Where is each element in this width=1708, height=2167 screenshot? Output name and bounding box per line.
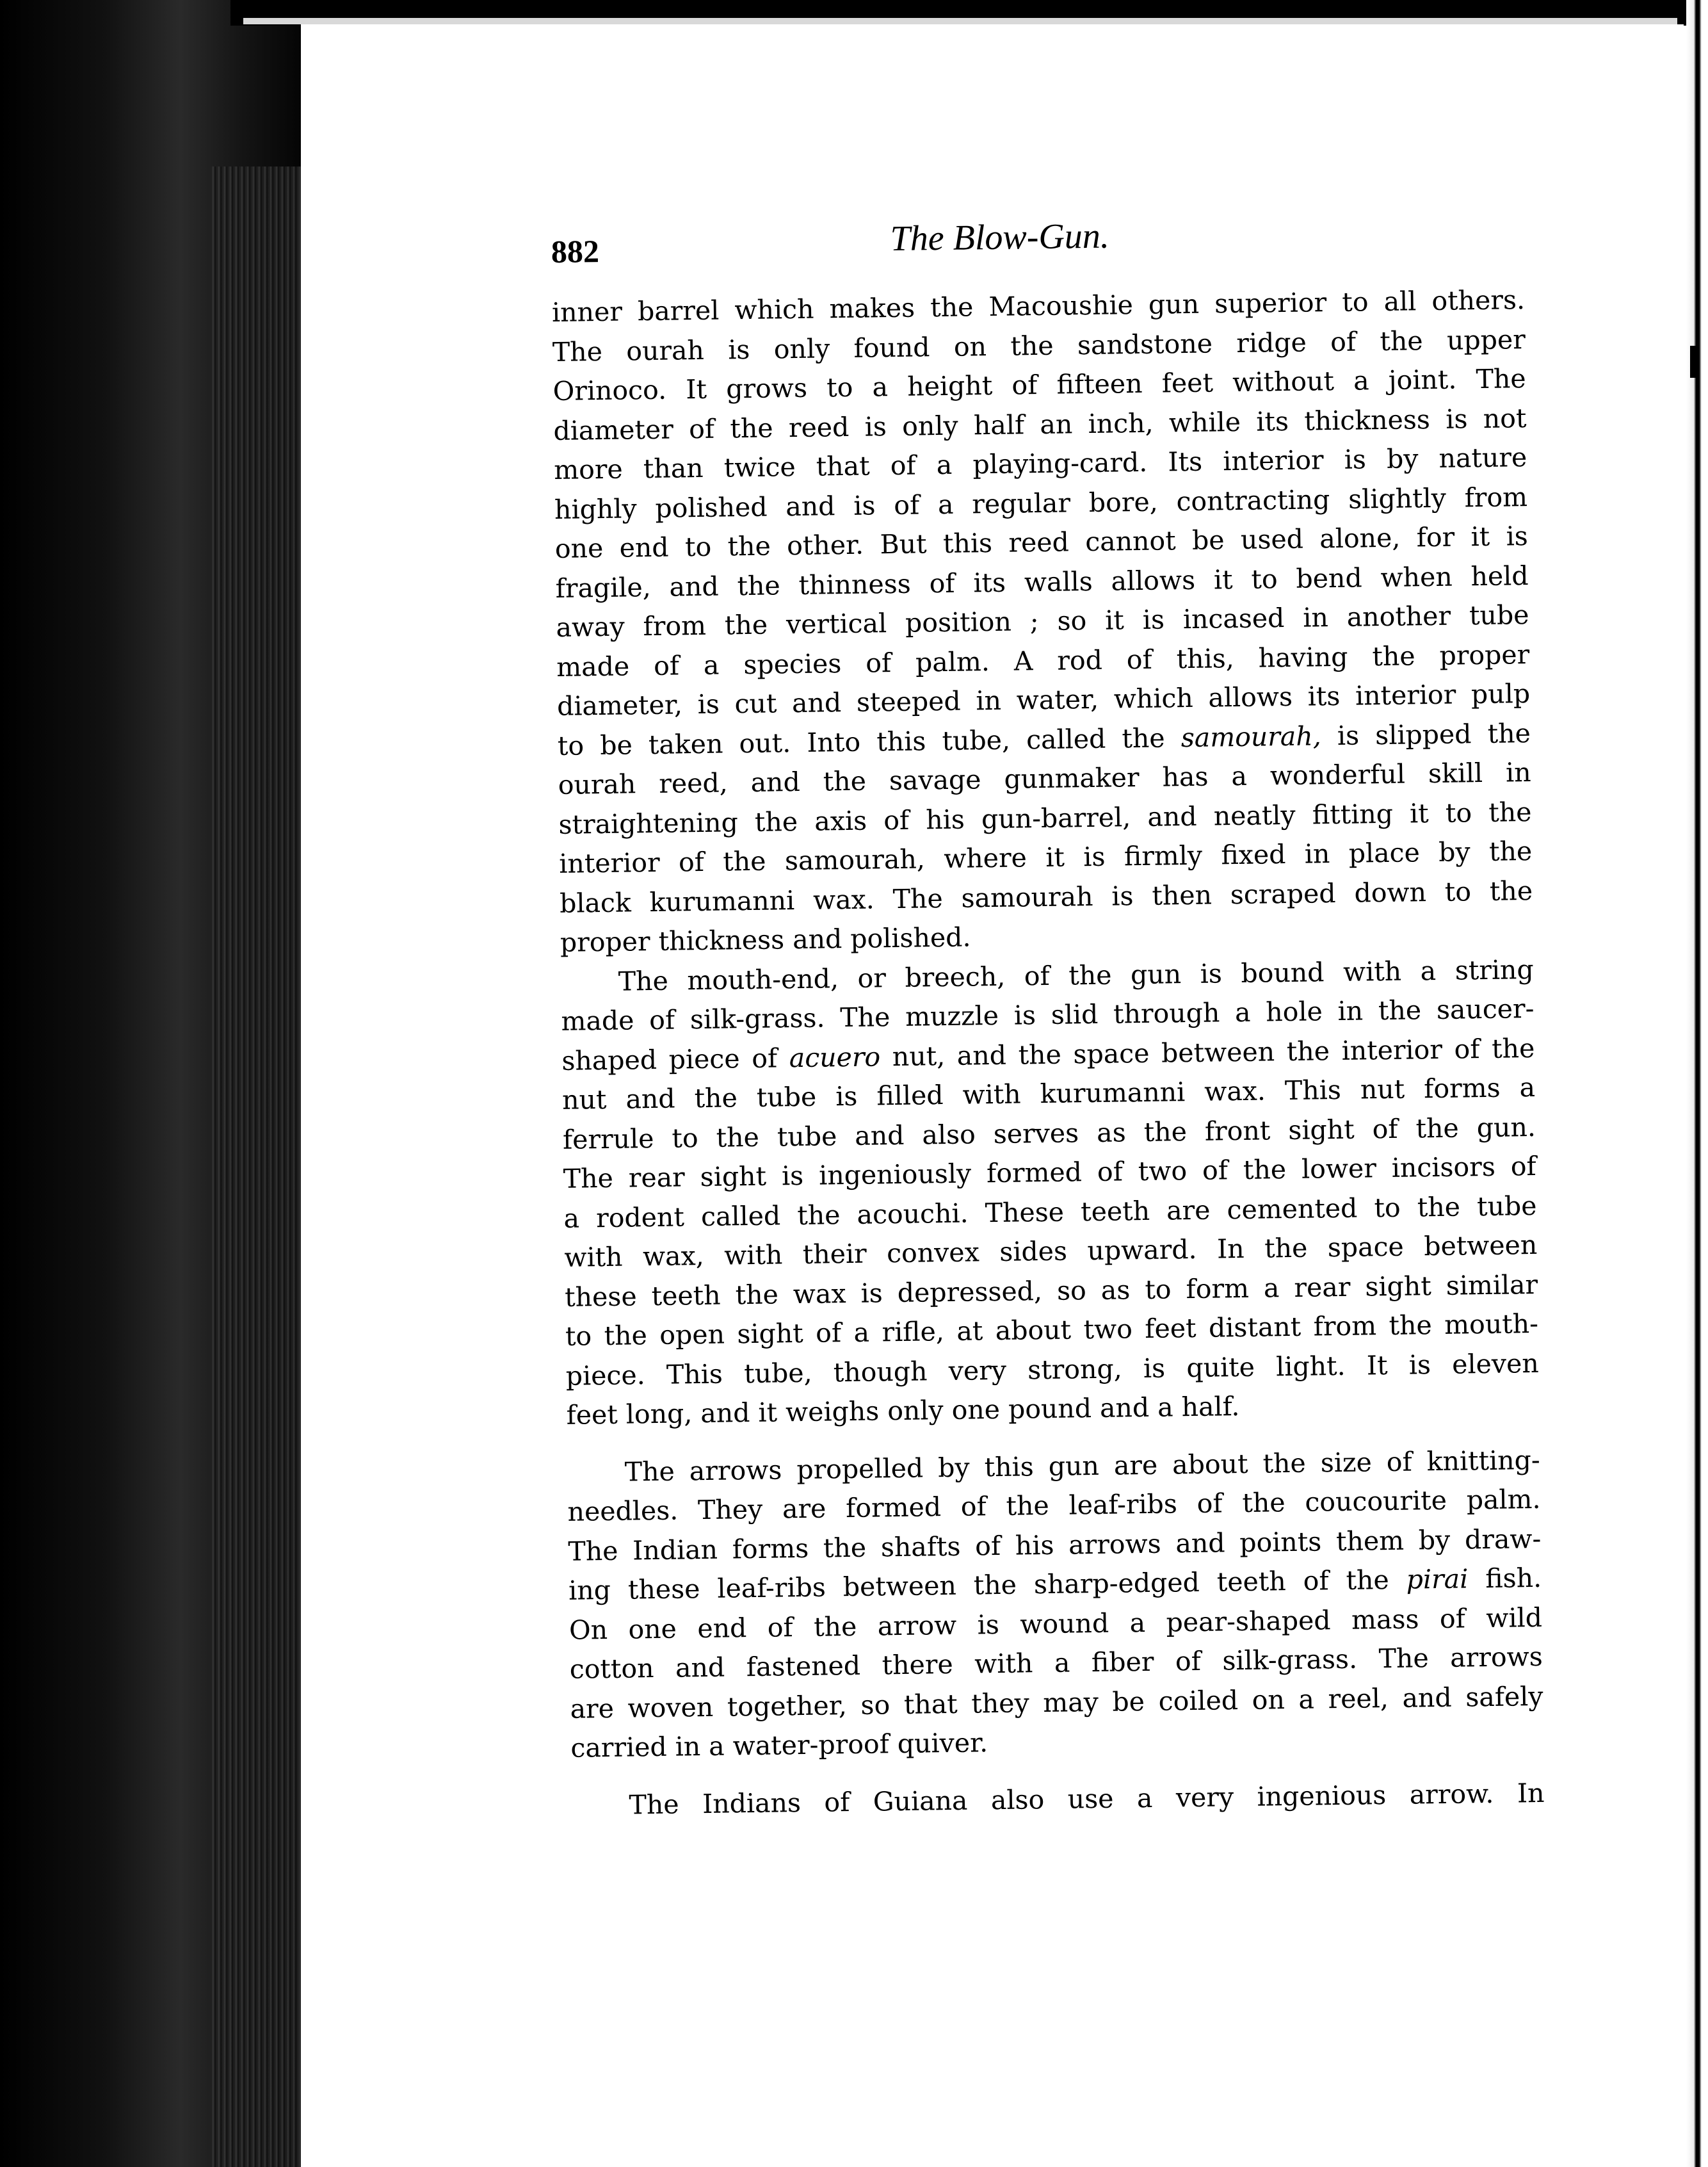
text-line: The ourah is only found on the sandstone ridge of the upper: [552, 323, 1526, 368]
book-page: [301, 24, 1684, 2167]
paragraph-3: [567, 1440, 1543, 1768]
page-header: [551, 197, 1525, 293]
italic-term: samourah,: [1180, 720, 1322, 753]
text-line: The Indian forms the shafts of his arrows and points them by draw-: [568, 1523, 1542, 1567]
text-line: more than twice that of a playing-card. Its interior is by nature: [554, 442, 1527, 485]
book-page-edges: [211, 166, 307, 2167]
text-line: straightening the axis of his gun-barrel, and neatly fitting it to the: [558, 796, 1532, 840]
scan-right-border: [1686, 0, 1708, 2167]
text-line: The rear sight is ingeniously formed of two of the lower incisors of: [563, 1150, 1536, 1194]
italic-term: acuero: [789, 1041, 881, 1073]
page-top-edge: [243, 18, 1677, 24]
text-line: piece. This tube, though very strong, is quite light. It is eleven: [565, 1347, 1540, 1392]
scan-right-mark: [1690, 346, 1696, 378]
text-run: to be taken out. Into this tube, called the: [557, 722, 1182, 761]
text-line: made of a species of palm. A rod of this, having the proper: [556, 638, 1530, 683]
text-line: proper thickness and polished.: [560, 921, 971, 958]
text-run: nut, and the space between the interior of the: [880, 1032, 1535, 1072]
text-line: The arrows propelled by this gun are about the size of knitting-: [624, 1444, 1540, 1488]
page-content: [551, 197, 1545, 1826]
text-line: cotton and fastened there with a fiber of silk-grass. The arrows: [569, 1641, 1543, 1685]
text-line: The Indians of Guiana also use a very ingenious arrow. In: [629, 1777, 1545, 1821]
text-line: Orinoco. It grows to a height of fifteen feet without a joint. The: [552, 363, 1526, 407]
paragraph-1: [552, 280, 1534, 962]
text-line: diameter of the reed is only half an inch, while its thickness is not: [553, 402, 1527, 446]
paragraph-2: [560, 950, 1540, 1436]
text-line: feet long, and it weighs only one pound and a half.: [566, 1391, 1240, 1431]
text-line: On one end of the arrow is wound a pear-shaped mass of wild: [568, 1602, 1543, 1646]
text-run: shaped piece of: [561, 1042, 790, 1076]
italic-term: pirai: [1406, 1563, 1469, 1595]
text-line: ourah reed, and the savage gunmaker has a wonderful skill in: [558, 757, 1531, 800]
text-line: The mouth-end, or breech, of the gun is bound with a string: [618, 954, 1534, 997]
text-line: black kurumanni wax. The samourah is then scraped down to the: [559, 875, 1533, 919]
text-line: ferrule to the tube and also serves as the front sight of the gun.: [562, 1111, 1536, 1155]
text-line: away from the vertical position ; so it is incased in another tube: [556, 599, 1529, 643]
text-line: carried in a water-proof quiver.: [570, 1727, 988, 1764]
text-line: needles. They are formed of the leaf-ribs of the coucourite palm.: [567, 1483, 1541, 1527]
text-line: interior of the samourah, where it is firmly fixed in place by the: [559, 836, 1533, 879]
text-line: with wax, with their convex sides upward. In the space between: [564, 1229, 1538, 1273]
text-line: a rodent called the acouchi. These teeth are cemented to the tube: [563, 1190, 1537, 1234]
text-run: ing these leaf-ribs between the sharp-edged teeth of the: [568, 1564, 1407, 1606]
text-line: fragile, and the thinness of its walls allows it to bend when held: [555, 560, 1529, 604]
text-line: are woven together, so that they may be coiled on a reel, and safely: [570, 1680, 1543, 1725]
text-line: nut and the tube is filled with kurumanni wax. This nut forms a: [561, 1071, 1536, 1116]
text-run: is slipped the: [1321, 717, 1531, 751]
text-line: one end to the other. But this reed cannot be used alone, for it is: [554, 521, 1529, 564]
text-line: these teeth the wax is depressed, so as to form a rear sight similar: [564, 1269, 1538, 1313]
text-line: made of silk-grass. The muzzle is slid through a hole in the saucer-: [561, 993, 1535, 1037]
text-line: diameter, is cut and steeped in water, which allows its interior pulp: [556, 678, 1531, 722]
text-line: inner barrel which makes the Macoushie gun superior to all others.: [551, 284, 1526, 328]
paragraph-4: [571, 1773, 1545, 1825]
page-number: 882: [551, 233, 600, 270]
running-title: The Blow-Gun.: [890, 216, 1110, 259]
text-run: fish.: [1467, 1562, 1542, 1595]
text-line: highly polished and is of a regular bore, contracting slightly from: [554, 481, 1528, 525]
text-line: to the open sight of a rifle, at about two feet distant from the mouth-: [565, 1308, 1539, 1352]
